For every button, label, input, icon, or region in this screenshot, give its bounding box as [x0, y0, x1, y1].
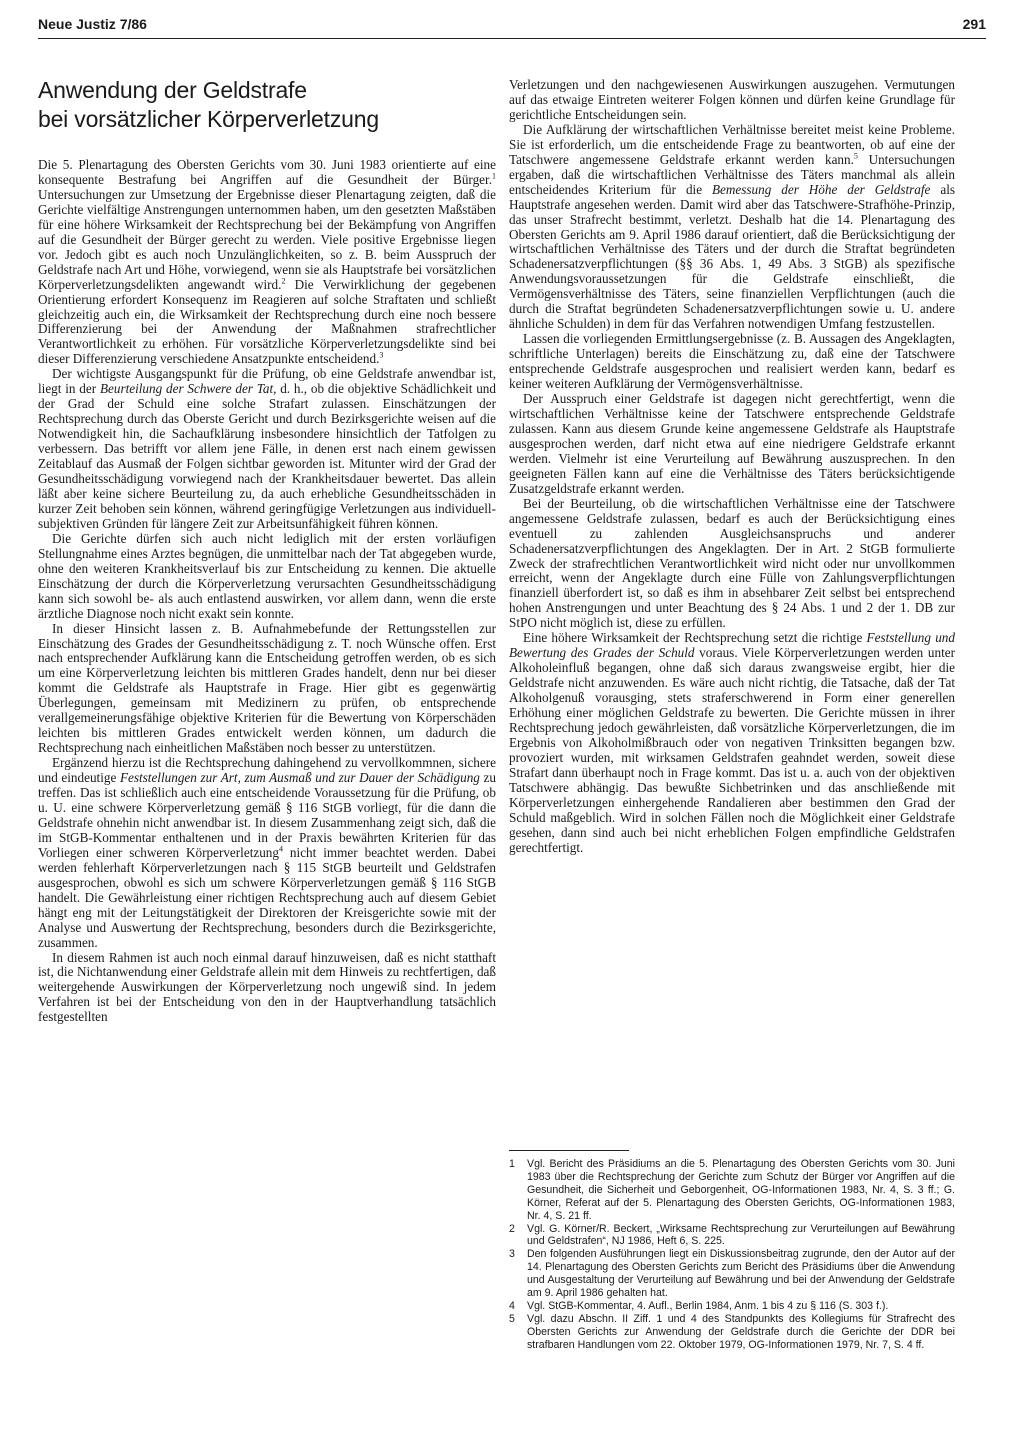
emphasis-text: Bemessung der Höhe der Geldstrafe [712, 181, 931, 197]
text-run: als Hauptstrafe angesehen werden. Damit wird aber das Tatschwere-Strafhöhe-Prinzip, das unser Strafrecht bestimmt, verletzt. Deshalb hat die 14. Plenartagung des Obersten Gerichts am 9. April 1986 darauf orientiert, daß die Berücksichtigung der wirtschaftlichen Verhältnisse des Täters und der durch die Straftat begründeten Schadenersatzverpflichtungen (§§ 36 Abs. 1, 49 Abs. 3 StGB) als spezifische Anwendungsvoraussetzungen für die Geldstrafe einschließt, die Vermögensverhältnisse des Täters, seine finanziellen Verpflichtungen (auch die durch die Straftat begründeten Schadenersatzverpflichtungen sowie u. U. andere ähnliche Schulden) in dem für das Verfahren notwendigen Umfang festzustellen. [509, 181, 955, 332]
paragraph [38, 756, 496, 950]
left-text-column [38, 158, 496, 1438]
paragraph: Bei der Beurteilung, ob die wirtschaftlichen Verhältnisse eine der Tatschwere angemessene Geldstrafe zulassen, bedarf es auch der Berücksichtigung eines eventuell zu zahlenden Ausgleichsanspruchs und anderer Schadenersatzverpflichtungen des Angeklagten. Der in Art. 2 StGB formulierte Zweck der strafrechtlichen Verantwortlichkeit wird nicht oder nur unvollkommen erreicht, wenn der Angeklagte durch eine Fülle von Zahlungsverpflichtungen finanziell überfordert ist, so daß es ihm in absehbarer Zeit selbst bei entsprechend hohen Anstrengungen und unter Beachtung des § 24 Abs. 1 und 2 der 1. DB zur StPO nicht möglich ist, diese zu erfüllen. [509, 495, 955, 631]
text-run: Untersuchungen zur Umsetzung der Ergebnisse dieser Plenartagung zeigten, daß die Gerichte vielfältige Anstrengungen unternommen haben, um den gesetzten Maßstäben für eine höhere Wirksamkeit der Rechtsprechung bei der Bekämpfung von Angriffen auf die Gesundheit der Bürger gerecht zu werden. Viele positive Ergebnisse liegen vor. Jedoch gibt es auch noch Unzulänglichkeiten, so z. B. beim Ausspruch der Geldstrafe nach Art und Höhe, vorwiegend, wenn sie als Hauptstrafe bei vorsätzlichen Körperverletzungsdelikten angewandt wird. [38, 186, 496, 292]
footnote-ref: 5 [853, 151, 858, 161]
footnote-ref: 4 [279, 844, 283, 854]
footnote [509, 1300, 955, 1313]
text-run: nicht immer beachtet werden. Dabei werden fehlerhaft Körperverletzungen nach § 115 StGB beurteilt und Geldstrafen ausgesprochen, obwohl es sich um schwere Körperverletzungen gemäß § 116 StGB handelt. Die Gewährleistung einer richtigen Rechtsprechung auch auf diesem Gebiet hängt eng mit der Leitungstätigkeit der Direktoren der Kreisgerichte sowie mit der Analyse und Auswertung der Rechtsprechung, besonders durch die Bezirksgerichte, zusammen. [38, 844, 496, 950]
emphasis-text: Beurteilung der Schwere der Tat, [99, 381, 277, 397]
emphasis-text: Feststellung und Bewertung des Grades der Schuld [509, 630, 955, 661]
footnote-text: Vgl. StGB-Kommentar, 4. Aufl., Berlin 1984, Anm. 1 bis 4 zu § 116 (S. 303 f.). [527, 1299, 889, 1312]
text-run: Die Verwirklichung der gegebenen Orientierung erfordert Konsequenz im Reagieren auf solche Straftaten und schließt gleichzeitig auch ein, die Wirksamkeit der Rechtsprechung durch eine noch bessere Differenzierung bei der Anwendung der Maßnahmen strafrechtlicher Verantwortlichkeit zu erhöhen. Für vorsätzliche Körperverletzungsdelikte sind bei dieser Differenzierung verschiedene Ansatzpunkte entscheidend. [38, 276, 496, 367]
right-text-column [509, 78, 955, 1158]
paragraph: In dieser Hinsicht lassen z. B. Aufnahmebefunde der Rettungsstellen zur Einschätzung des Grades der Gesundheitsschädigung z. T. noch Wünsche offen. Erst nach entsprechender Aufklärung kann die Entscheidung getroffen werden, ob es sich um eine Körperverletzung leichten bis mittleren Grades handelt, denn nur bei dieser kommt die Geldstrafe als Hauptstrafe in Frage. Hier gibt es gegenwärtig Überlegungen, gemeinsam mit Medizinern zu prüfen, ob entsprechende verallgemeinerungsfähige objektive Kriterien für die Bewertung von Körperschäden leichten bis mittleren Grades entwickelt werden können, um dadurch die Rechtsprechung nach einheitlichen Maßstäben noch besser zu unterstützen. [38, 620, 496, 756]
paragraph [509, 123, 955, 332]
footnote-text: Den folgenden Ausführungen liegt ein Diskussionsbeitrag zugrunde, den der Autor auf der 14. Plenartagung des Obersten Gerichts zum Bericht des Präsidiums über die Anwendung und Ausgestaltung der Verurteilung auf Bewährung und bei der Anwendung der Geldstrafe am 9. April 1986 gehalten hat. [527, 1248, 955, 1300]
footnote [509, 1158, 955, 1223]
text-run: Ergänzend hierzu ist die Rechtsprechung dahingehend zu vervollkommnen, sichere und eindeutige [38, 755, 496, 786]
text-run: Untersuchungen ergaben, daß die wirtschaftlichen Verhältnisse des Täters manchmal als allein entscheidendes Kriterium für die [509, 151, 955, 197]
footnote [509, 1313, 955, 1352]
article-title [38, 76, 488, 134]
emphasis-text: Feststellungen zur Art, zum Ausmaß und zur Dauer der Schädigung [119, 770, 480, 786]
text-run: Eine höhere Wirksamkeit der Rechtsprechung setzt die richtige [523, 630, 867, 646]
footnote-ref: 1 [492, 171, 496, 181]
footnote-text: Vgl. Bericht des Präsidiums an die 5. Plenartagung des Obersten Gerichts vom 30. Juni 1983 über die Rechtsprechung der Gerichte zum Schutz der Bürger vor Angriffen auf die Gesundheit, die Sicherheit und Geborgenheit, OG-Informationen 1983, Nr. 4, S. 3 ff.; G. Körner, Referat auf der 5. Plenartagung des Obersten Gerichts, OG-Informationen 1983, Nr. 4, S. 21 ff. [527, 1158, 955, 1222]
footnote-number: 5 [509, 1312, 515, 1325]
article-title-line-2: bei vorsätzlicher Körperverletzung [38, 106, 379, 132]
paragraph: Verletzungen und den nachgewiesenen Auswirkungen auszugehen. Vermutungen auf das etwaige Eintreten weiterer Folgen können und dürfen keine Grundlage für gerichtliche Entscheidungen sein. [509, 78, 955, 122]
paragraph [509, 631, 955, 855]
paragraph: In diesem Rahmen ist auch noch einmal darauf hinzuweisen, daß es nicht statthaft ist, die Nichtanwendung einer Geldstrafe allein mit dem Hinweis zu rechtfertigen, daß weitergehende Auswirkungen der Körperverletzung noch ungewiß sind. In jedem Verfahren ist bei der Entscheidung von den in der Hauptverhandlung tatsächlich festgestellten [38, 949, 496, 1025]
footnote-number: 4 [509, 1299, 515, 1312]
footnote-ref: 3 [379, 351, 384, 360]
footnote-divider [509, 1150, 629, 1151]
paragraph [38, 158, 496, 367]
footnote-ref: 2 [281, 276, 286, 286]
footnote [509, 1248, 955, 1300]
page-number: 291 [962, 16, 986, 32]
footnote-text: Vgl. dazu Abschn. II Ziff. 1 und 4 des Standpunkts des Kollegiums für Strafrecht des Obersten Gerichts zur Anwendung der Geldstrafe durch die Gerichte der DDR bei strafbaren Handlungen vom 22. Oktober 1979, OG-Informationen 1979, Nr. 7, S. 4 ff. [527, 1312, 955, 1351]
footnote-text: Vgl. G. Körner/R. Beckert, „Wirksame Rechtsprechung zur Verurteilungen auf Bewährung und Geldstrafen“, NJ 1986, Heft 6, S. 225. [527, 1222, 955, 1248]
text-run: Die 5. Plenartagung des Obersten Gerichts vom 30. Juni 1983 orientierte auf eine konsequente Bestrafung bei Angriffen auf die Gesundheit der Bürger. [38, 158, 496, 187]
text-run: d. h., ob die objektive Schädlichkeit und der Grad der Schuld eine solche Strafart zulassen. Einschätzungen der Rechtsprechung durch das Oberste Gericht und durch Bezirksgerichte weisen auf die Notwendigkeit hin, die Sachaufklärung insbesondere hinsichtlich der Tatfolgen zu verbessern. Das betrifft vor allem jene Fälle, in denen erst nach einem gewissen Zeitablauf das Ausmaß der Folgen sichtbar geworden ist. Mitunter wird der Grad der Gesundheitsschädigung vorwiegend nach der Krankheitsdauer bewertet. Das allein läßt aber keine sichere Beurteilung zu, da auch erhebliche Gesundheitsschäden in kurzer Zeit behoben sein können, während geringfügige Verletzungen aus individuell-subjektiven Gründen für längere Zeit zur Arbeitsunfähigkeit führen können. [38, 381, 496, 531]
footnotes [509, 1158, 955, 1352]
footnote-number: 2 [509, 1222, 515, 1235]
text-run: Die Aufklärung der wirtschaftlichen Verhältnisse bereitet meist keine Probleme. Sie ist erforderlich, um die entscheidende Frage zu beantworten, ob auf eine der Tatschwere angemessene Geldstrafe erkannt werden kann. [509, 121, 955, 167]
article-title-line-1: Anwendung der Geldstrafe [38, 77, 307, 103]
paragraph [38, 367, 496, 531]
header-divider [38, 38, 986, 39]
paragraph: Lassen die vorliegenden Ermittlungsergebnisse (z. B. Aussagen des Angeklagten, schriftliche Unterlagen) bereits die Einschätzung zu, daß eine der Tatschwere entsprechende Geldstrafe ausgesprochen und realisiert werden kann, bedarf es keiner weiteren Aufklärung der Vermögensverhältnisse. [509, 331, 955, 392]
footnote-number: 3 [509, 1248, 515, 1261]
text-run: zu treffen. Das ist schließlich auch eine entscheidende Voraussetzung für die Prüfung, ob u. U. eine schwere Körperverletzung gemäß § 116 StGB vorliegt, für die dann die Geldstrafe ohnehin nicht anwendbar ist. In diesem Zusammenhang zeigt sich, daß die im StGB-Kommentar enthaltenen und in der Praxis bewährten Kriterien für das Vorliegen einer schweren Körperverletzung [38, 770, 496, 860]
text-run: Der wichtigste Ausgangspunkt für die Prüfung, ob eine Geldstrafe anwendbar ist, liegt in der [38, 366, 496, 397]
footnote [509, 1223, 955, 1249]
paragraph: Die Gerichte dürfen sich auch nicht lediglich mit der ersten vorläufigen Stellungnahme eines Arztes begnügen, die unmittelbar nach der Tat abgegeben wurde, ohne den weiteren Krankheitsverlauf bis zur Entscheidung zu kennen. Die aktuelle Einschätzung der durch die Körperverletzung verursachten Gesundheitsschädigung kann sich sowohl be- als auch entlastend auswirken, vor allem dann, wenn die erste ärztliche Diagnose noch nicht exakt sein konnte. [38, 530, 496, 621]
running-header [38, 16, 986, 38]
footnote-number: 1 [509, 1158, 515, 1170]
text-run: voraus. Viele Körperverletzungen werden unter Alkoholeinfluß begangen, ohne daß sich daraus zwangsweise ergibt, hier die Geldstrafe nicht anzuwenden. Es wäre auch nicht richtig, die Tatsache, daß der Tat Alkoholgenuß vorausging, stets straferschwerend in Form einer generellen Erhöhung einer möglichen Geldstrafe zu bewerten. Die Gerichte müssen in ihrer Rechtsprechung jedoch gewährleisten, daß vorsätzliche Körperverletzungen, die im Ergebnis von Alkoholmißbrauch oder von negativen Trinksitten begangen bzw. provoziert wurden, mit wirksamen Geldstrafen geahndet werden, soweit diese Strafart dann überhaupt noch in Frage kommt. Das ist u. a. auch von der objektiven Tatschwere abhängig. Das bewußte Sichbetrinken und das anschließende mit Körperverletzungen einhergehende Randalieren aber bestimmen den Grad der Schuld maßgeblich. Wird in solchen Fällen noch die Möglichkeit einer Geldstrafe gesehen, dann sind auch bei nicht erheblichen Folgen empfindliche Geldstrafen gerechtfertigt. [509, 645, 955, 855]
journal-issue: Neue Justiz 7/86 [38, 16, 147, 32]
paragraph: Der Ausspruch einer Geldstrafe ist dagegen nicht gerechtfertigt, wenn die wirtschaftlichen Verhältnisse keine der Tatschwere entsprechende Geldstrafe zulassen. Kann aus diesem Grunde keine angemessene Geldstrafe als Hauptstrafe ausgesprochen werden, darf nicht etwa auf eine niedrigere Geldstrafe erkannt werden. Vielmehr ist eine Verurteilung auf Bewährung auszusprechen. In den geeigneten Fällen kann auf eine die Verhältnisse des Täters berücksichtigende Zusatzgeldstrafe erkannt werden. [509, 391, 955, 496]
